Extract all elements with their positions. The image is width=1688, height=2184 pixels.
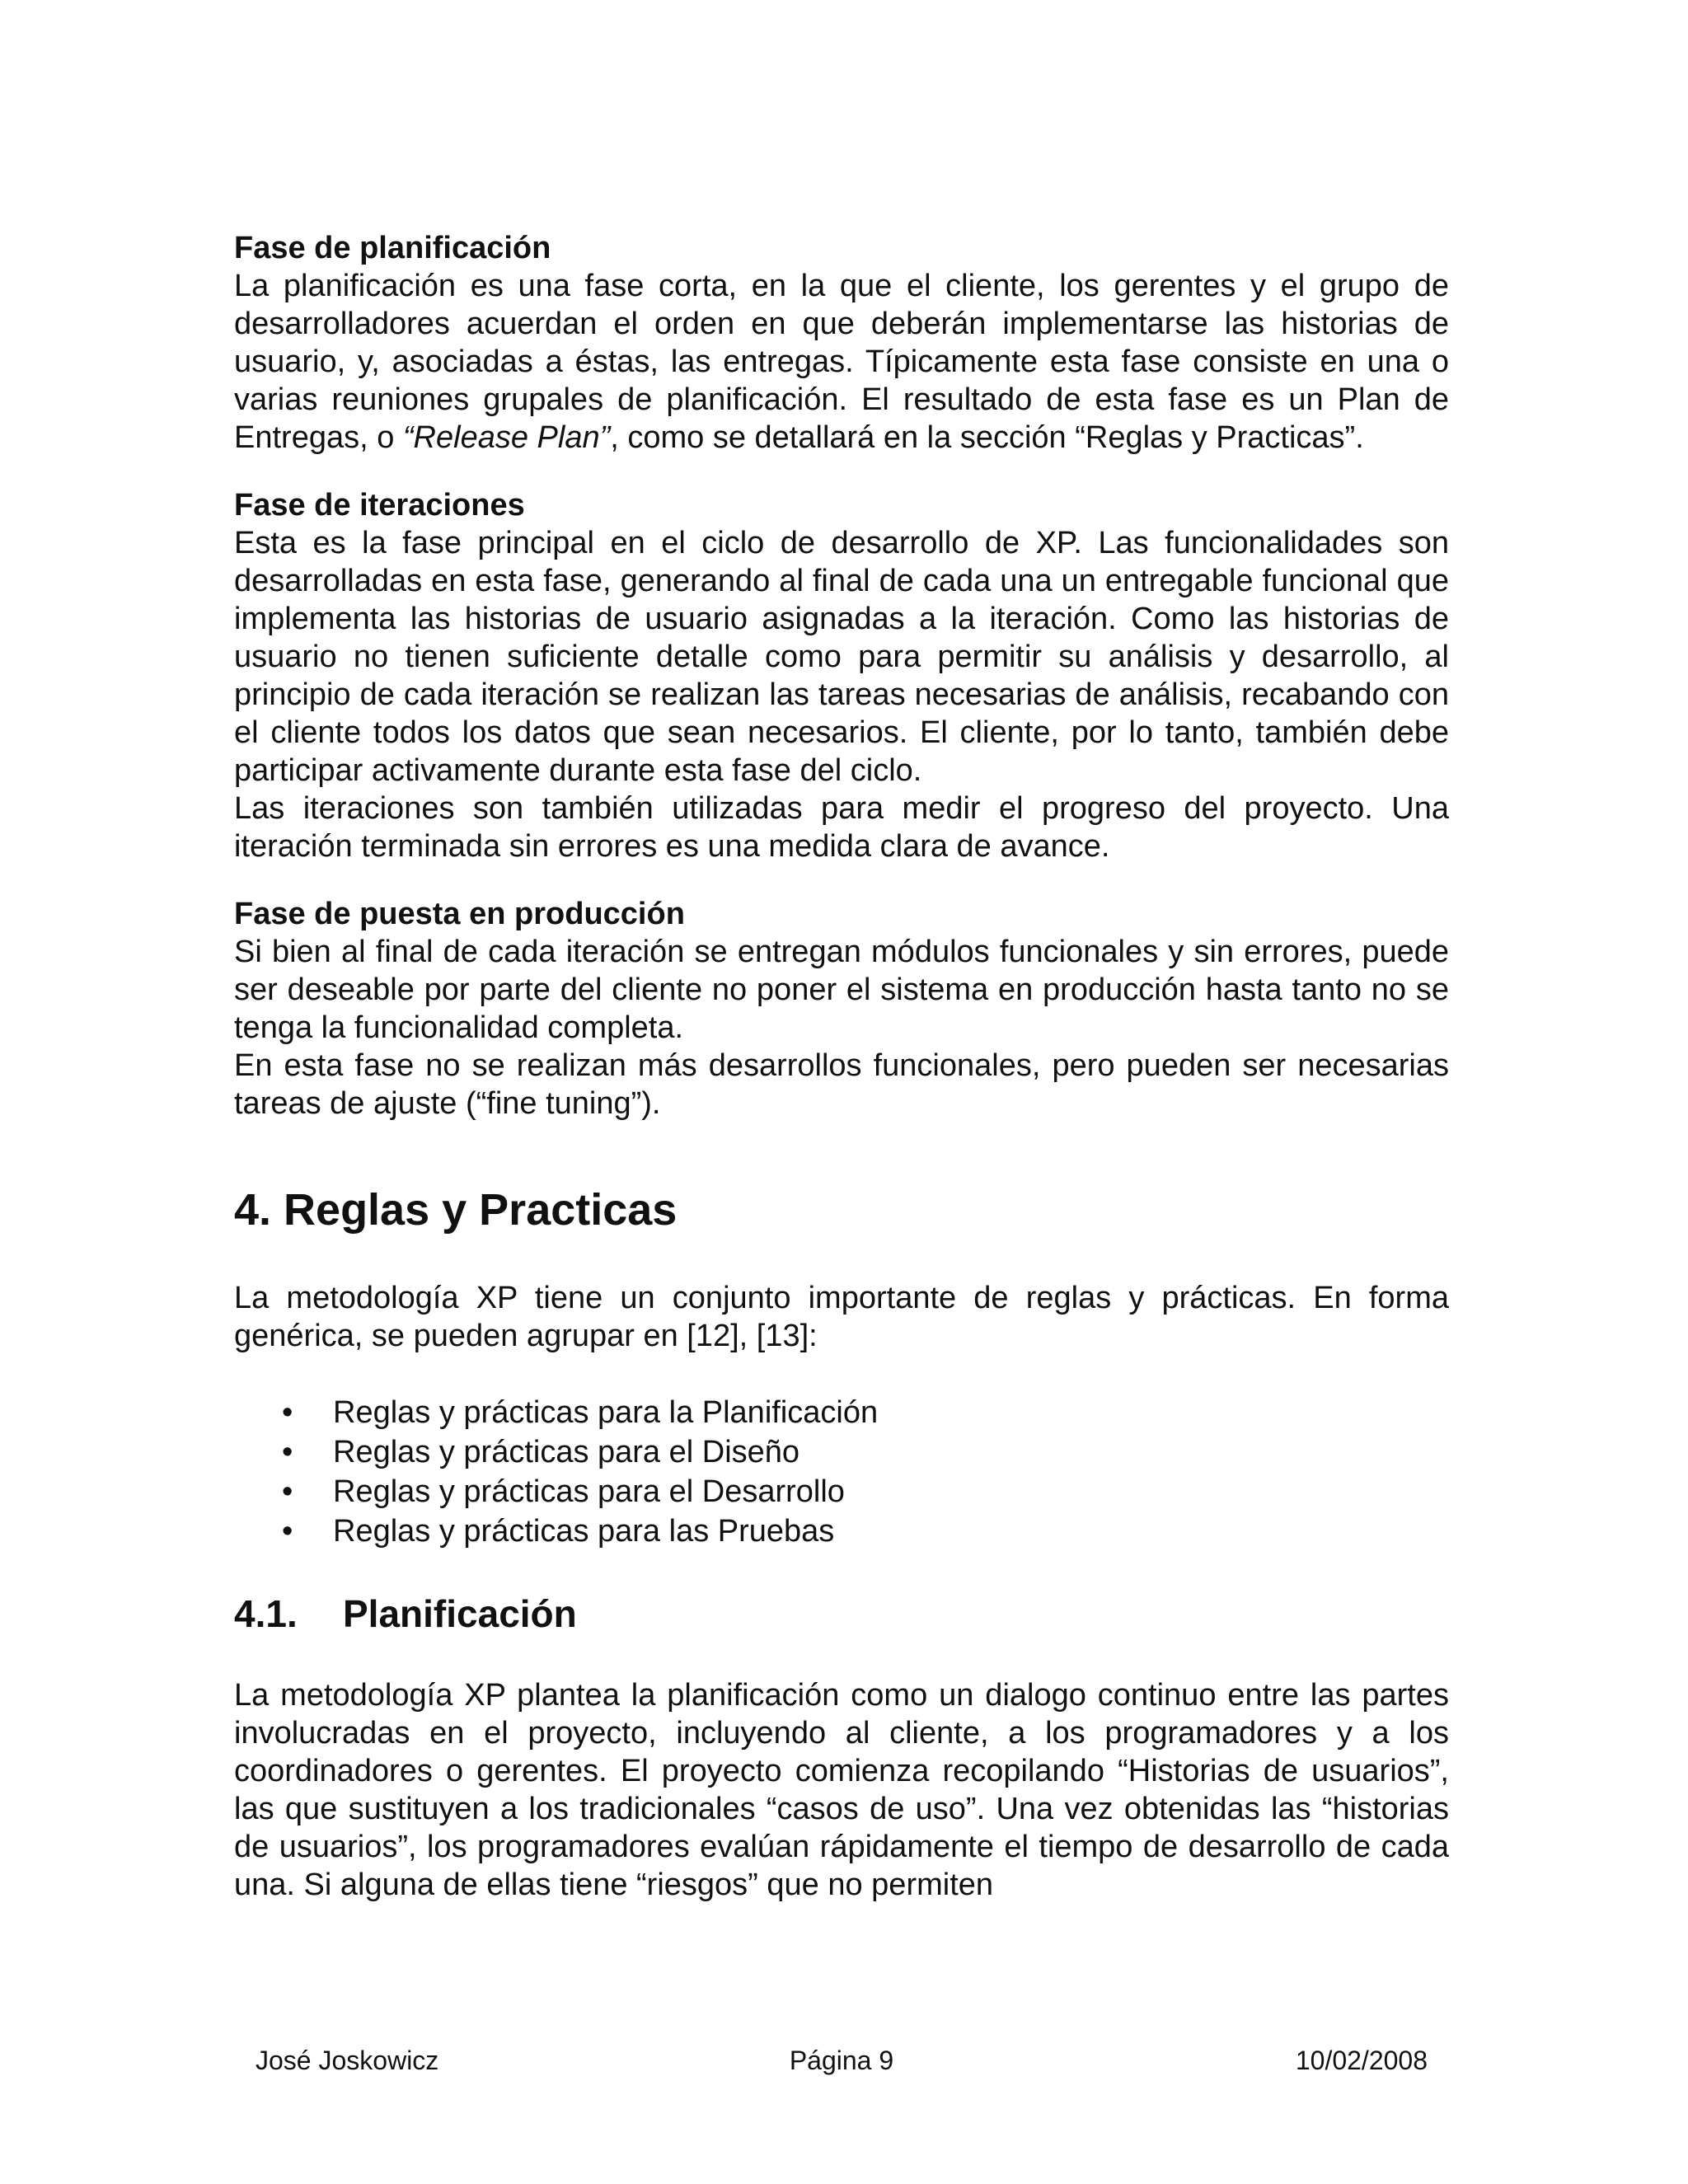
- planificacion-text-b: , como se detallará en la sección “Reglas y Practicas”.: [610, 420, 1364, 455]
- practices-list: [234, 1393, 1449, 1551]
- list-item: [234, 1511, 1449, 1551]
- planificacion-heading: Fase de planificación: [234, 231, 551, 265]
- produccion-heading: Fase de puesta en producción: [234, 897, 685, 931]
- bullet-icon: •: [282, 1435, 293, 1469]
- iteraciones-heading: Fase de iteraciones: [234, 488, 525, 523]
- list-item-text: Reglas y prácticas para el Diseño: [333, 1435, 800, 1469]
- list-item-text: Reglas y prácticas para la Planificación: [333, 1395, 879, 1430]
- produccion-paragraph-1: Si bien al final de cada iteración se entregan módulos funcionales y sin errores, puede ser deseable por parte del cliente no poner el sistema en producción hasta tanto no se tenga la funcionalidad completa.: [234, 935, 1449, 1045]
- spacer: [234, 865, 1449, 895]
- list-item: [234, 1472, 1449, 1511]
- bullet-icon: •: [282, 1514, 293, 1549]
- page-content: [234, 229, 1449, 1904]
- subchapter-title: Planificación: [343, 1592, 577, 1635]
- produccion-paragraph-2: En esta fase no se realizan más desarrollos funcionales, pero pueden ser necesarias tareas de ajuste (“fine tuning”).: [234, 1048, 1449, 1121]
- subchapter-number: 4.1.: [234, 1592, 298, 1635]
- footer-author: José Joskowicz: [256, 2046, 439, 2075]
- iteraciones-paragraph-1: Esta es la fase principal en el ciclo de desarrollo de XP. Las funcionalidades son desarrolladas en esta fase, generando al final de cada una un entregable funcional que implementa las historias de usuario asignadas a la iteración. Como las historias de usuario no tienen suficiente detalle como para permitir su análisis y desarrollo, al principio de cada iteración se realizan las tareas necesarias de análisis, recabando con el cliente todos los datos que sean necesarios. El cliente, por lo tanto, también debe participar activamente durante esta fase del ciclo.: [234, 526, 1449, 788]
- release-plan-term: “Release Plan”: [402, 420, 611, 455]
- list-item: [234, 1393, 1449, 1432]
- planificacion-text-a: La planificación es una fase corta, en la que el cliente, los gerentes y el grupo de desarrolladores acuerdan el orden en que deberán implementarse las historias de usuario, y, asociadas a éstas, las entregas. Típicamente esta fase consiste en una o varias reuniones grupales de planificación. El resultado de esta fase es un Plan de Entregas, o: [234, 269, 1449, 455]
- spacer: [234, 457, 1449, 486]
- footer-date: 10/02/2008: [1295, 2046, 1428, 2075]
- list-item-text: Reglas y prácticas para las Pruebas: [333, 1514, 835, 1549]
- subchapter-paragraph: La metodología XP plantea la planificación como un dialogo continuo entre las partes involucradas en el proyecto, incluyendo al cliente, a los programadores y a los coordinadores o gerentes. El proyecto comienza recopilando “Historias de usuarios”, las que sustituyen a los tradicionales “casos de uso”. Una vez obtenidas las “historias de usuarios”, los programadores evalúan rápidamente el tiempo de desarrollo de cada una. Si alguna de ellas tiene “riesgos” que no permiten: [234, 1678, 1449, 1902]
- footer-page-number: Página 9: [789, 2046, 894, 2075]
- chapter-intro: La metodología XP tiene un conjunto importante de reglas y prácticas. En forma genérica, se pueden agrupar en [12], [13]:: [234, 1281, 1449, 1353]
- chapter-title: 4. Reglas y Practicas: [234, 1185, 678, 1235]
- list-item: [234, 1432, 1449, 1472]
- bullet-icon: •: [282, 1474, 293, 1509]
- iteraciones-paragraph-2: Las iteraciones son también utilizadas para medir el progreso del proyecto. Una iteración terminada sin errores es una medida clara de avance.: [234, 791, 1449, 864]
- planificacion-paragraph: [234, 267, 1449, 457]
- subchapter-heading: [234, 1591, 1449, 1637]
- bullet-icon: •: [282, 1395, 293, 1430]
- list-item-text: Reglas y prácticas para el Desarrollo: [333, 1474, 845, 1509]
